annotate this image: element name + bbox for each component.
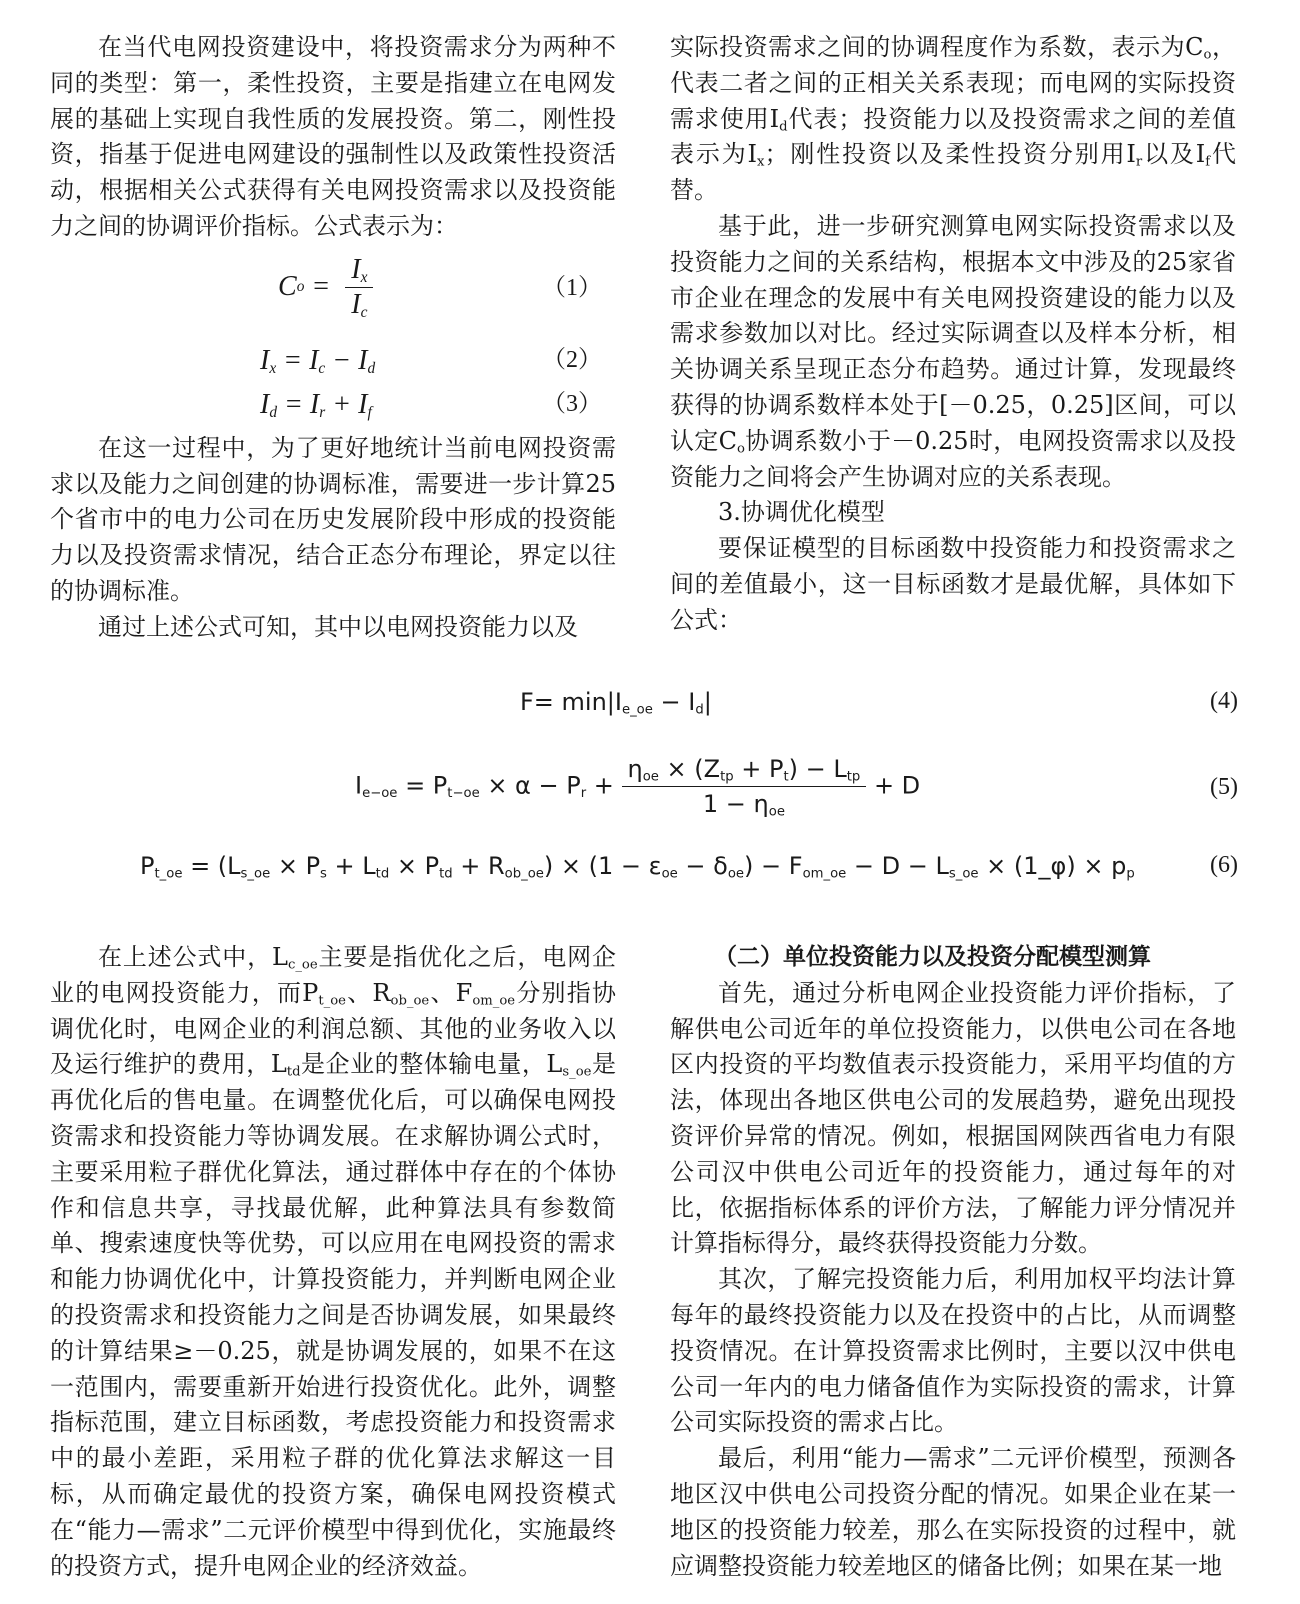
section-heading-unit-investment: （二）单位投资能力以及投资分配模型测算 [714,944,1151,970]
equation-1-number: （1） [542,274,602,301]
equation-2-number: （2） [542,346,602,373]
left-column-bottom [50,940,616,1584]
paragraph-coefficient-definition: 实际投资需求之间的协调程度作为系数，表示为$C_o$，代表二者之间的正相关关系表现；而电网的实际投资需求使用$I_d$代表；投资能力以及投资需求之间的差值表示为$I_x$；刚性投资以及柔性投资分别用$I_r$以及$I_f$代替。 [670,33,1237,205]
equation-3 [50,387,616,431]
paragraph-formula-variables: 在上述公式中，$L_{c\_oe}$主要是指优化之后，电网企业的电网投资能力，而$P_{t\_oe}$、$R_{ob\_oe}$、$F_{om\_oe}$分别指协调优化时，电网企业的利润总额、其他的业务收入以及运行维护的费用，$L_{td}$是企业的整体输电量，$L_{s\_oe}$是再优化后的售电量。在调整优化后，可以确保电网投资需求和投资能力等协调发展。在求解协调公式时，主要采用粒子群优化算法，通过群体中存在的个体协作和信息共享，寻找最优解，此种算法具有参数简单、搜索速度快等优势，可以应用在电网投资的需求和能力协调优化中，计算投资能力，并判断电网企业的投资需求和投资能力之间是否协调发展，如果最终的计算结果≥－0.25，就是协调发展的，如果不在这一范围内，需要重新开始进行投资优化。此外，调整指标范围，建立目标函数，考虑投资能力和投资需求中的最小差距，采用粒子群的优化算法求解这一目标，从而确定最优的投资方案，确保电网投资模式在“能力—需求”二元评价模型中得到优化，实施最终的投资方式，提升电网企业的经济效益。 [50,943,617,1580]
equation-2-body: $I_x = I_c - I_d$ [260,344,376,377]
equation-4-body: $F= \min|I_{e\_oe} - I_d|$ [520,688,712,718]
paragraph-final-step: 最后，利用“能力—需求”二元评价模型，预测各地区汉中供电公司投资分配的情况。如果企业在某一地区的投资能力较差，那么在实际投资的过程中，就应调整投资能力较差地区的储备比例；如果在某一地 [670,1444,1236,1580]
equation-3-number: （3） [542,390,602,417]
right-column-top [670,30,1236,639]
paragraph-second-step: 其次，了解完投资能力后，利用加权平均法计算每年的最终投资能力以及在投资中的占比，从而调整投资情况。在计算投资需求比例时，主要以汉中供电公司一年内的电力储备值作为实际投资的需求，计算公司实际投资的需求占比。 [670,1265,1236,1437]
subheading-optimization-model: 3.协调优化模型 [718,498,885,527]
paragraph-coordination-standard: 在这一过程中，为了更好地统计当前电网投资需求以及能力之间创建的协调标准，需要进一步计算25个省市中的电力公司在历史发展阶段中形成的投资能力以及投资需求情况，结合正态分布理论，界定以往的协调标准。 [50,433,616,605]
paragraph-formula-explanation: 通过上述公式可知，其中以电网投资能力以及 [98,612,578,641]
equation-5-body: $I_{e-oe} = P_{t-oe} \times \alpha - P_r$ + $\eta_{oe} \times (Z_{tp} + P_t) - L_{tp}$ $1 - \eta_{oe}$ + D [355,752,920,821]
right-column-bottom [670,940,1236,1584]
equation-6-number: (6) [1210,852,1238,878]
equation-1 [50,249,616,333]
equation-4-number: (4) [1210,688,1238,714]
equation-1-body: C o = $I_x$ $I_c$ [278,253,373,322]
paragraph-objective-function: 要保证模型的目标函数中投资能力和投资需求之间的差值最小，这一目标函数才是最优解，具体如下公式： [670,534,1236,634]
paragraph-relationship-structure: 基于此，进一步研究测算电网实际投资需求以及投资能力之间的关系结构，根据本文中涉及的25家省市企业在理念的发展中有关电网投资建设的能力以及需求参数加以对比。经过实际调查以及样本分析，相关协调关系呈现正态分布趋势。通过计算，发现最终获得的协调系数样本处于[－0.25，0.25]区间，可以认定$C_o$协调系数小于－0.25时，电网投资需求以及投资能力之间将会产生协调对应的关系表现。 [670,211,1237,491]
equation-3-body: $I_d = I_r + I_f$ [260,388,372,421]
equation-2 [50,343,616,387]
equation-5-number: (5) [1210,774,1238,800]
paragraph-first-step: 首先，通过分析电网企业投资能力评价指标，了解供电公司近年的单位投资能力，以供电公司在各地区内投资的平均数值表示投资能力，采用平均值的方法，体现出各地区供电公司的发展趋势，避免出现投资评价异常的情况。例如，根据国网陕西省电力有限公司汉中供电公司近年的投资能力，通过每年的对比，依据指标体系的评价方法，了解能力评分情况并计算指标得分，最终获得投资能力分数。 [670,978,1236,1258]
paragraph-investment-types: 在当代电网投资建设中，将投资需求分为两种不同的类型：第一，柔性投资，主要是指建立在电网发展的基础上实现自我性质的发展投资。第二，刚性投资，指基于促进电网建设的强制性以及政策性投资活动，根据相关公式获得有关电网投资需求以及投资能力之间的协调评价指标。公式表示为： [50,33,616,240]
equation-6-body: $P_{t\_oe} = (L_{s\_oe} \times P_s + L_{td} \times P_{td} + R_{ob\_oe}) \times (1 - \varepsilon_{oe} - \delta_{oe}) - F_{om\_oe} - D - L_{s\_oe}$ × (1_φ) × $p_p$ [140,852,1135,882]
left-column-top [50,30,616,646]
